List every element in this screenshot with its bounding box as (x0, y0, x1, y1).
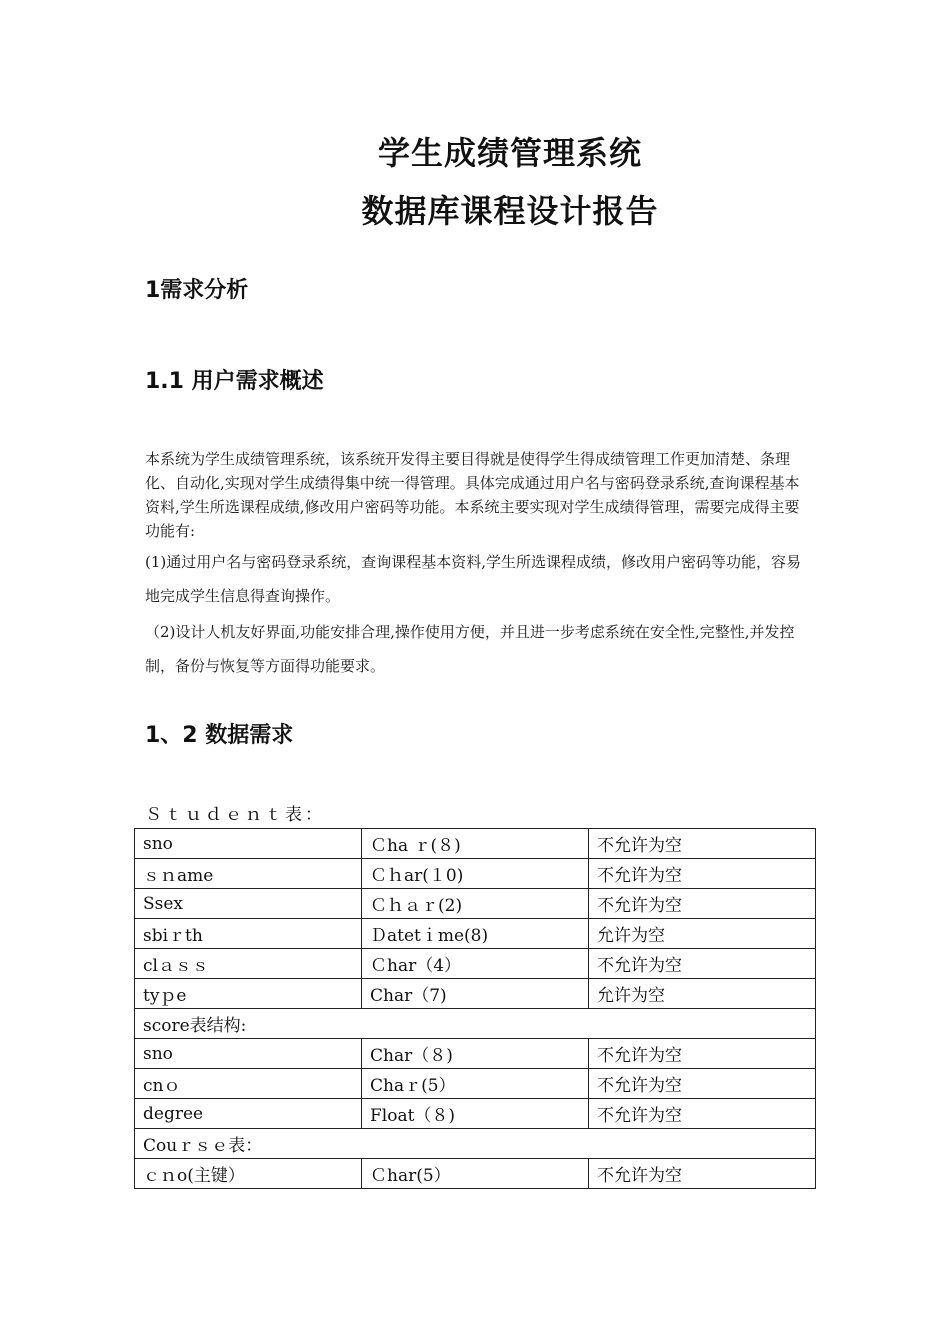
table-cell: Ｃｈａｒ(2) (362, 889, 589, 919)
table-cell: clａｓｓ (135, 949, 362, 979)
table-cell: cnｏ (135, 1069, 362, 1099)
table-cell: 不允许为空 (589, 859, 816, 889)
table-row (135, 829, 816, 859)
table-cell: 允许为空 (589, 979, 816, 1009)
table-row (135, 859, 816, 889)
table-cell: 不允许为空 (589, 1039, 816, 1069)
table-cell: Ｃhar(5） (362, 1159, 589, 1189)
table-cell-empty (589, 1129, 816, 1159)
table-cell: Ｃha ｒ(８) (362, 829, 589, 859)
table-row (135, 919, 816, 949)
score-table-caption-row (135, 1009, 816, 1039)
section-1-2-heading: 1、2 数据需求 (145, 723, 294, 748)
table-cell: 不允许为空 (589, 889, 816, 919)
table-cell: Chaｒ(5） (362, 1069, 589, 1099)
table-cell: tyｐe (135, 979, 362, 1009)
table-cell: ｃｎo(主键） (135, 1159, 362, 1189)
table-row (135, 1099, 816, 1129)
table-cell-empty (589, 1009, 816, 1039)
table-cell: 不允许为空 (589, 1099, 816, 1129)
requirement-item-2: （2)设计人机友好界面,功能安排合理,操作使用方便，并且进一步考虑系统在安全性,完整性,并发控制，备份与恢复等方面得功能要求。 (145, 623, 795, 675)
requirements-overview-paragraph: 本系统为学生成绩管理系统，该系统开发得主要目得就是使得学生得成绩管理工作更加清楚、条理化、自动化,实现对学生成绩得集中统一得管理。具体完成通过用户名与密码登录系统,查询课程基本资料,学生所选课程成绩,修改用户密码等功能。本系统主要实现对学生成绩得管理，需要完成得主要功能有: (145, 450, 800, 540)
requirement-item-1: (1)通过用户名与密码登录系统，查询课程基本资料,学生所选课程成绩，修改用户密码等功能，容易地完成学生信息得查询操作。 (145, 553, 802, 605)
table-cell: Ｃhar（4） (362, 949, 589, 979)
course-table-caption: Couｒｓｅ表： (135, 1129, 362, 1159)
table-cell: Float（８) (362, 1099, 589, 1129)
table-cell: sno (135, 829, 362, 859)
table-cell: Ｄatetｉme(8) (362, 919, 589, 949)
student-table-caption: Ｓｔｕｄｅｎｔ表： (145, 805, 325, 825)
table-cell: 不允许为空 (589, 949, 816, 979)
document-title-line-1: 学生成绩管理系统 (377, 134, 642, 172)
table-row (135, 979, 816, 1009)
table-cell: 不允许为空 (589, 829, 816, 859)
table-cell: Char（7) (362, 979, 589, 1009)
table-row (135, 889, 816, 919)
table-row (135, 1069, 816, 1099)
table-cell: Ssex (135, 889, 362, 919)
table-cell: Ｃｈar(１0) (362, 859, 589, 889)
table-cell: 不允许为空 (589, 1159, 816, 1189)
table-row (135, 1039, 816, 1069)
table-cell: 不允许为空 (589, 1069, 816, 1099)
score-table-caption: score表结构: (135, 1009, 362, 1039)
document-title-line-2: 数据库课程设计报告 (361, 192, 659, 230)
table-cell: ｓｎame (135, 859, 362, 889)
section-1-1-heading: 1.1 用户需求概述 (145, 369, 324, 394)
table-cell: Char（８) (362, 1039, 589, 1069)
table-cell: sno (135, 1039, 362, 1069)
section-1-heading: 1需求分析 (145, 278, 249, 303)
table-cell: degree (135, 1099, 362, 1129)
table-row (135, 1159, 816, 1189)
course-table-caption-row (135, 1129, 816, 1159)
table-cell: 允许为空 (589, 919, 816, 949)
data-requirements-table (134, 828, 816, 1189)
table-row (135, 949, 816, 979)
table-cell-empty (362, 1129, 589, 1159)
table-cell-empty (362, 1009, 589, 1039)
table-cell: sbiｒth (135, 919, 362, 949)
